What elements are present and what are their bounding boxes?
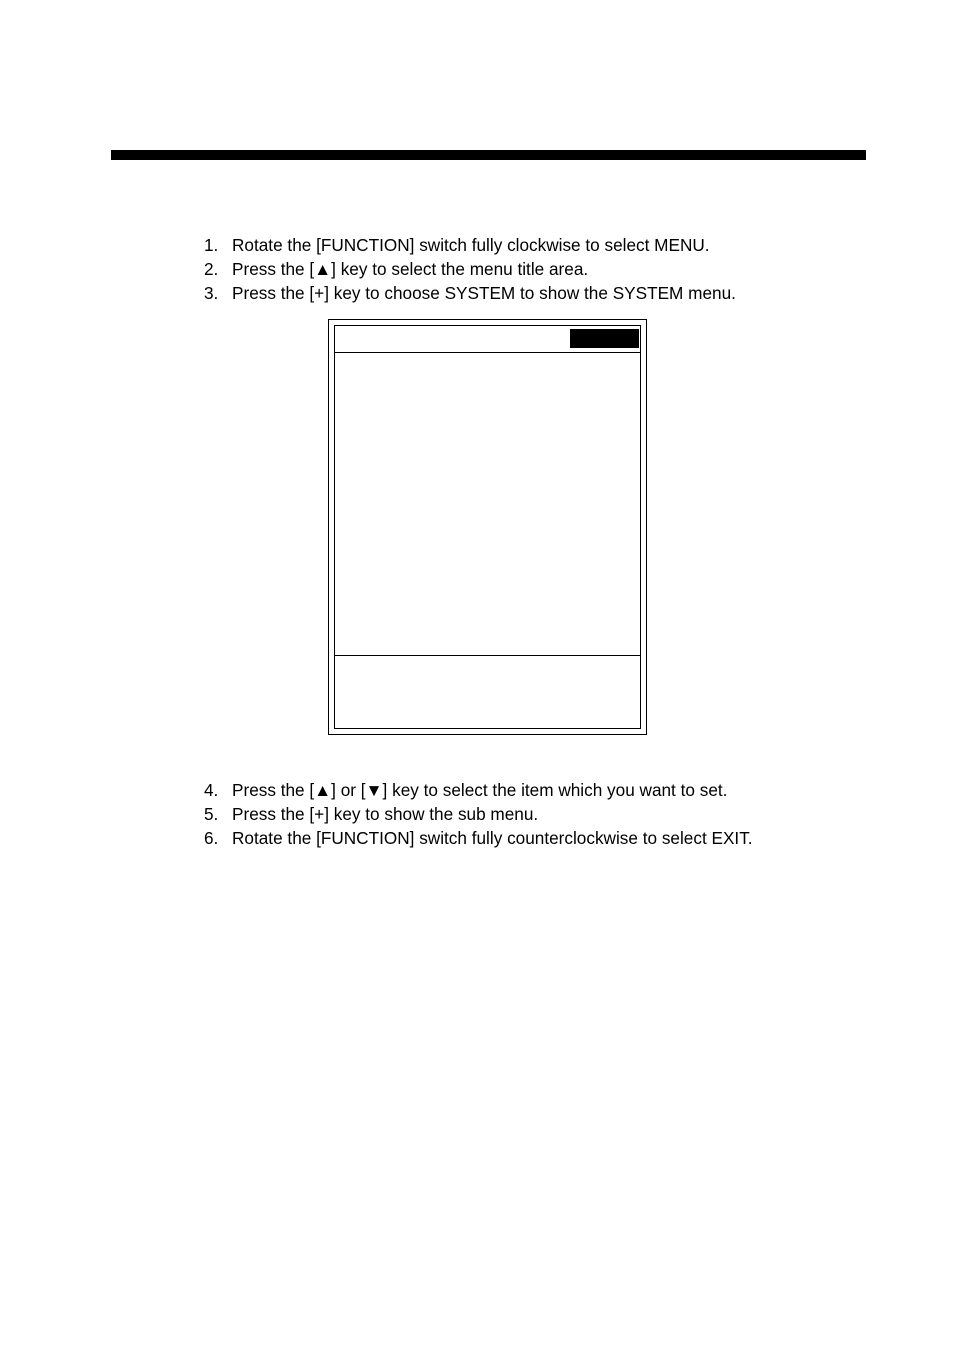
- menu-item-area: [335, 353, 640, 655]
- step-number: 2.: [204, 259, 219, 279]
- step-text: Press the [+] key to choose SYSTEM to show the SYSTEM menu.: [232, 283, 736, 303]
- highlighted-title-block: [570, 329, 639, 348]
- procedure-steps-part-1: [204, 233, 904, 305]
- step-number: 1.: [204, 235, 219, 255]
- step-1: [204, 233, 904, 257]
- header-rule: [111, 150, 866, 160]
- system-menu-screen-illustration: [328, 319, 647, 735]
- step-text: Press the [+] key to show the sub menu.: [232, 804, 539, 824]
- step-text: Press the [▲] or [▼] key to select the item which you want to set.: [232, 780, 728, 800]
- step-text: Rotate the [FUNCTION] switch fully counterclockwise to select EXIT.: [232, 828, 753, 848]
- procedure-steps-part-2: [204, 778, 904, 850]
- step-3: [204, 281, 904, 305]
- menu-guidance-area: [335, 655, 640, 729]
- screen-display: [334, 325, 641, 729]
- step-number: 3.: [204, 283, 219, 303]
- step-text: Press the [▲] key to select the menu title area.: [232, 259, 589, 279]
- step-6: [204, 826, 904, 850]
- step-4: [204, 778, 904, 802]
- step-2: [204, 257, 904, 281]
- step-number: 5.: [204, 804, 219, 824]
- step-number: 6.: [204, 828, 219, 848]
- step-number: 4.: [204, 780, 219, 800]
- step-text: Rotate the [FUNCTION] switch fully clockwise to select MENU.: [232, 235, 710, 255]
- menu-title-bar: [335, 326, 640, 353]
- step-5: [204, 802, 904, 826]
